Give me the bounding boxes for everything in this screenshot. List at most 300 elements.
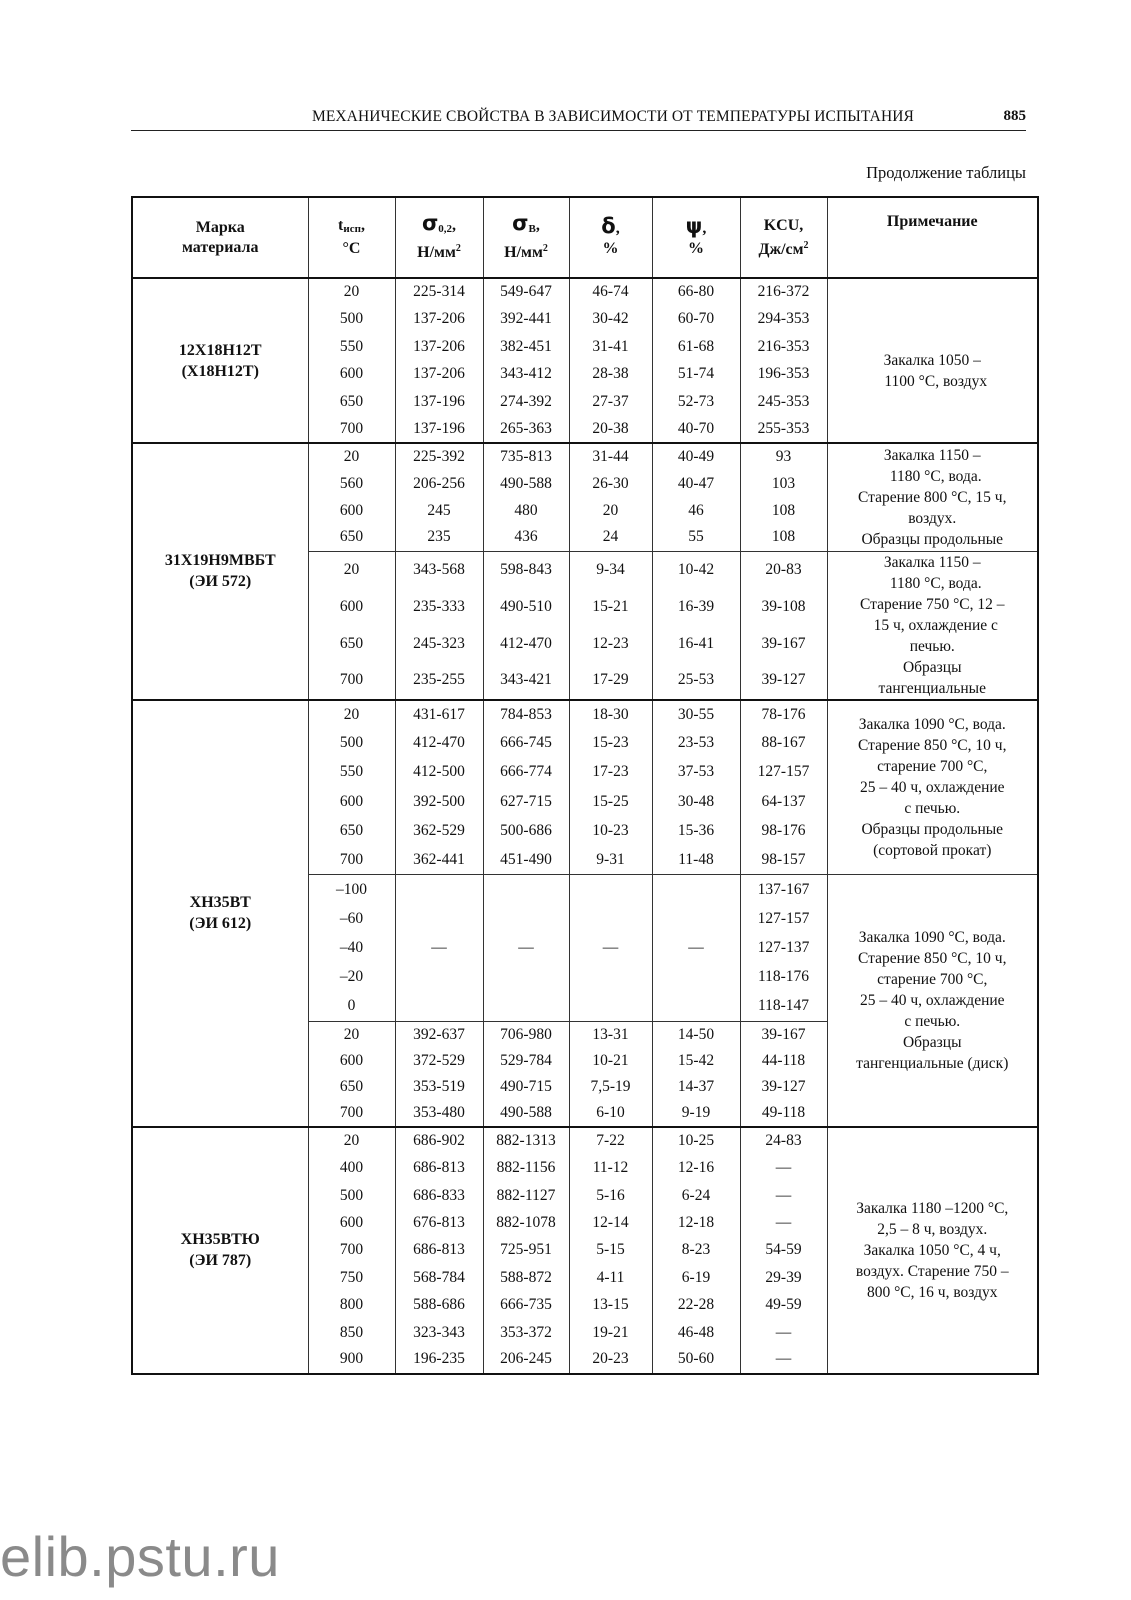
note-line: Закалка 1150 – <box>883 446 981 464</box>
cell-impact: 294-353 <box>740 306 827 334</box>
cell-impact: 49-118 <box>740 1101 827 1128</box>
cell-temperature: 600 <box>308 361 395 389</box>
cell-yield-strength: 137-196 <box>395 416 483 444</box>
cell-yield-strength: 196-235 <box>395 1346 483 1373</box>
delta-unit: % <box>602 240 619 257</box>
material-name-line: ХН35ВТ <box>189 894 251 912</box>
cell-temperature: 20 <box>308 551 395 588</box>
cell-reduction: 9-19 <box>652 1101 740 1128</box>
cell-yield-strength: 676-813 <box>395 1209 483 1236</box>
cell-elongation: 15-25 <box>569 787 652 816</box>
cell-temperature: 550 <box>308 758 395 787</box>
cell-temperature: 0 <box>308 992 395 1021</box>
col-material-header <box>132 197 308 278</box>
cell-reduction: 25-53 <box>652 662 740 699</box>
cell-tensile-strength: 392-441 <box>483 306 569 334</box>
cell-yield-strength: 392-500 <box>395 787 483 816</box>
cell-tensile-strength: 725-951 <box>483 1237 569 1264</box>
cell-impact: 24-83 <box>740 1127 827 1154</box>
cell-impact: 39-167 <box>740 625 827 662</box>
cell-elongation: 13-31 <box>569 1021 652 1048</box>
cell-yield-strength: 392-637 <box>395 1021 483 1048</box>
cell-reduction: 40-47 <box>652 470 740 497</box>
cell-reduction: 23-53 <box>652 729 740 758</box>
cell-temperature: 650 <box>308 816 395 845</box>
cell-impact: 64-137 <box>740 787 827 816</box>
material-name-line: 31Х19Н9МВБТ <box>164 552 276 570</box>
cell-tensile-strength: 666-774 <box>483 758 569 787</box>
cell-impact: 98-176 <box>740 816 827 845</box>
cell-reduction-dash: — <box>652 875 740 1021</box>
cell-tensile-strength: 529-784 <box>483 1048 569 1075</box>
cell-reduction: 15-36 <box>652 816 740 845</box>
cell-elongation: 6-10 <box>569 1101 652 1128</box>
cell-reduction: 30-48 <box>652 787 740 816</box>
note-line: воздух. Старение 750 – <box>855 1262 1009 1280</box>
cell-yield-strength: 235-333 <box>395 588 483 625</box>
table-row <box>132 443 1038 470</box>
cell-temperature: –40 <box>308 933 395 962</box>
cell-temperature: 20 <box>308 700 395 729</box>
cell-impact: 245-353 <box>740 388 827 416</box>
cell-elongation: 27-37 <box>569 388 652 416</box>
cell-impact: 39-127 <box>740 662 827 699</box>
s02-subscript: 0,2 <box>438 222 453 235</box>
cell-temperature: 20 <box>308 443 395 470</box>
cell-elongation: 26-30 <box>569 470 652 497</box>
cell-elongation: 28-38 <box>569 361 652 389</box>
note-line: с печью. <box>904 799 961 817</box>
cell-elongation: 4-11 <box>569 1264 652 1291</box>
cell-tensile-strength: 735-813 <box>483 443 569 470</box>
cell-temperature: 550 <box>308 333 395 361</box>
note-line: Старение 850 °C, 10 ч, <box>858 736 1007 754</box>
cell-impact: 39-108 <box>740 588 827 625</box>
col-temperature-header <box>308 197 395 278</box>
note-line: Образцы <box>902 658 962 676</box>
s02-suffix: , <box>452 216 457 234</box>
cell-temperature: 20 <box>308 1021 395 1048</box>
material-name-line: ХН35ВТЮ <box>180 1231 260 1249</box>
cell-elongation: 24 <box>569 524 652 551</box>
cell-impact: — <box>740 1155 827 1182</box>
cell-elongation: 17-29 <box>569 662 652 699</box>
cell-impact: 54-59 <box>740 1237 827 1264</box>
properties-table <box>131 196 1039 1375</box>
cell-temperature: –100 <box>308 875 395 904</box>
cell-tensile-strength: 490-588 <box>483 470 569 497</box>
cell-tensile-strength: 490-588 <box>483 1101 569 1128</box>
cell-temperature: 700 <box>308 1101 395 1128</box>
cell-yield-strength: 686-813 <box>395 1237 483 1264</box>
cell-elongation: 12-23 <box>569 625 652 662</box>
cell-yield-strength: 137-206 <box>395 333 483 361</box>
cell-yield-strength: 343-568 <box>395 551 483 588</box>
cell-impact: 39-127 <box>740 1074 827 1101</box>
cell-yield-strength: 225-392 <box>395 443 483 470</box>
cell-tensile-strength: 549-647 <box>483 278 569 306</box>
cell-temperature: 560 <box>308 470 395 497</box>
note-line: воздух. <box>908 509 957 527</box>
cell-reduction: 6-24 <box>652 1182 740 1209</box>
cell-elongation: 11-12 <box>569 1155 652 1182</box>
cell-temperature: 800 <box>308 1291 395 1318</box>
psi-suffix: , <box>702 220 707 237</box>
cell-impact: 216-353 <box>740 333 827 361</box>
cell-reduction: 10-25 <box>652 1127 740 1154</box>
cell-impact: 216-372 <box>740 278 827 306</box>
cell-elongation: 19-21 <box>569 1319 652 1346</box>
material-name-line: (ЭИ 572) <box>189 573 252 591</box>
cell-temperature: 700 <box>308 1237 395 1264</box>
cell-tensile-strength: 490-715 <box>483 1074 569 1101</box>
cell-elongation: 5-16 <box>569 1182 652 1209</box>
material-name-line: 12Х18Н12Т <box>178 341 262 359</box>
note-line: Старение 850 °C, 10 ч, <box>858 950 1007 968</box>
cell-reduction: 50-60 <box>652 1346 740 1373</box>
s02-unit-sup: 2 <box>455 242 461 254</box>
table-row <box>132 700 1038 729</box>
cell-reduction: 6-19 <box>652 1264 740 1291</box>
sv-subscript: В <box>528 222 536 235</box>
running-header-title: МЕХАНИЧЕСКИЕ СВОЙСТВА В ЗАВИСИМОСТИ ОТ ТЕМПЕРАТУРЫ ИСПЫТАНИЯ <box>311 108 914 125</box>
cell-temperature: 650 <box>308 524 395 551</box>
cell-impact: 29-39 <box>740 1264 827 1291</box>
delta-symbol: δ <box>601 214 616 238</box>
note-line: Старение 800 °C, 15 ч, <box>858 488 1007 506</box>
cell-elongation: 12-14 <box>569 1209 652 1236</box>
cell-reduction: 61-68 <box>652 333 740 361</box>
material-cell <box>132 278 308 443</box>
cell-reduction: 11-48 <box>652 845 740 874</box>
cell-impact: — <box>740 1319 827 1346</box>
cell-reduction: 30-55 <box>652 700 740 729</box>
cell-reduction: 8-23 <box>652 1237 740 1264</box>
cell-tensile-strength-dash: — <box>483 875 569 1021</box>
note-line: с печью. <box>904 1013 961 1031</box>
note-cell <box>827 278 1038 443</box>
cell-temperature: 650 <box>308 1074 395 1101</box>
col-material-label-1: Марка <box>195 218 245 236</box>
cell-tensile-strength: 666-735 <box>483 1291 569 1318</box>
cell-tensile-strength: 706-980 <box>483 1021 569 1048</box>
cell-impact: 118-176 <box>740 963 827 992</box>
material-cell <box>132 700 308 1128</box>
cell-tensile-strength: 412-470 <box>483 625 569 662</box>
col-reduction-header <box>652 197 740 278</box>
cell-yield-strength: 225-314 <box>395 278 483 306</box>
material-name-line: (ЭИ 787) <box>189 1252 252 1270</box>
psi-unit: % <box>688 240 704 257</box>
cell-temperature: 400 <box>308 1155 395 1182</box>
sv-suffix: , <box>535 216 540 234</box>
cell-elongation: 15-23 <box>569 729 652 758</box>
cell-temperature: –20 <box>308 963 395 992</box>
cell-yield-strength: 137-206 <box>395 361 483 389</box>
cell-yield-strength: 686-813 <box>395 1155 483 1182</box>
note-line: Закалка 1180 –1200 °C, <box>856 1199 1009 1217</box>
cell-yield-strength: 588-686 <box>395 1291 483 1318</box>
cell-temperature: 700 <box>308 662 395 699</box>
cell-tensile-strength: 784-853 <box>483 700 569 729</box>
cell-impact: 98-157 <box>740 845 827 874</box>
cell-yield-strength: 412-470 <box>395 729 483 758</box>
cell-reduction: 51-74 <box>652 361 740 389</box>
cell-reduction: 55 <box>652 524 740 551</box>
cell-tensile-strength: 882-1078 <box>483 1209 569 1236</box>
cell-elongation: 9-31 <box>569 845 652 874</box>
cell-impact: 196-353 <box>740 361 827 389</box>
cell-reduction: 10-42 <box>652 551 740 588</box>
table-row <box>132 1127 1038 1154</box>
note-line: Старение 750 °C, 12 – <box>860 595 1005 613</box>
cell-temperature: 600 <box>308 787 395 816</box>
sigma-symbol: σ <box>512 210 529 235</box>
temp-suffix: , <box>360 217 365 234</box>
cell-elongation: 7,5-19 <box>569 1074 652 1101</box>
cell-tensile-strength: 666-745 <box>483 729 569 758</box>
note-line: печью. <box>909 637 955 655</box>
kcu-unit-sup: 2 <box>803 239 809 251</box>
cell-elongation: 17-23 <box>569 758 652 787</box>
table-row <box>132 278 1038 306</box>
cell-elongation: 30-42 <box>569 306 652 334</box>
note-line: 2,5 – 8 ч, воздух. <box>877 1220 988 1238</box>
note-cell <box>827 551 1038 700</box>
cell-tensile-strength: 206-245 <box>483 1346 569 1373</box>
cell-temperature: 600 <box>308 497 395 524</box>
note-line: Закалка 1050 – <box>883 351 981 369</box>
note-line: 1100 °C, воздух <box>884 372 988 390</box>
cell-temperature: 20 <box>308 278 395 306</box>
cell-temperature: 500 <box>308 306 395 334</box>
cell-yield-strength: 686-902 <box>395 1127 483 1154</box>
cell-tensile-strength: 882-1127 <box>483 1182 569 1209</box>
note-cell <box>827 1127 1038 1374</box>
table-body <box>132 278 1038 1374</box>
cell-tensile-strength: 265-363 <box>483 416 569 444</box>
s02-unit: Н/мм <box>417 243 456 261</box>
cell-tensile-strength: 343-421 <box>483 662 569 699</box>
cell-impact: 127-157 <box>740 904 827 933</box>
cell-tensile-strength: 353-372 <box>483 1319 569 1346</box>
cell-yield-strength: 353-519 <box>395 1074 483 1101</box>
sigma-symbol: σ <box>421 210 439 235</box>
cell-yield-strength: 412-500 <box>395 758 483 787</box>
cell-temperature: 700 <box>308 845 395 874</box>
cell-impact: 108 <box>740 524 827 551</box>
cell-elongation: 18-30 <box>569 700 652 729</box>
cell-tensile-strength: 882-1156 <box>483 1155 569 1182</box>
cell-yield-strength: 372-529 <box>395 1048 483 1075</box>
cell-impact: 127-157 <box>740 758 827 787</box>
cell-reduction: 16-41 <box>652 625 740 662</box>
cell-reduction: 14-37 <box>652 1074 740 1101</box>
temp-symbol: t <box>338 217 344 234</box>
cell-tensile-strength: 490-510 <box>483 588 569 625</box>
cell-reduction: 46 <box>652 497 740 524</box>
cell-reduction: 22-28 <box>652 1291 740 1318</box>
cell-temperature: 650 <box>308 388 395 416</box>
cell-temperature: 600 <box>308 588 395 625</box>
cell-yield-strength: 206-256 <box>395 470 483 497</box>
col-material-label-2: материала <box>181 238 259 256</box>
cell-impact: 49-59 <box>740 1291 827 1318</box>
cell-impact: 88-167 <box>740 729 827 758</box>
running-header <box>131 104 1026 131</box>
cell-elongation: 9-34 <box>569 551 652 588</box>
cell-reduction: 15-42 <box>652 1048 740 1075</box>
cell-elongation: 31-44 <box>569 443 652 470</box>
cell-impact: 93 <box>740 443 827 470</box>
material-name-line: (Х18Н12Т) <box>181 362 259 380</box>
cell-elongation: 10-23 <box>569 816 652 845</box>
cell-impact: 127-137 <box>740 933 827 962</box>
cell-reduction: 46-48 <box>652 1319 740 1346</box>
cell-reduction: 12-16 <box>652 1155 740 1182</box>
note-line: старение 700 °C, <box>877 757 988 775</box>
note-line: 25 – 40 ч, охлаждение <box>859 992 1005 1010</box>
cell-temperature: 750 <box>308 1264 395 1291</box>
cell-yield-strength: 323-343 <box>395 1319 483 1346</box>
cell-tensile-strength: 627-715 <box>483 787 569 816</box>
cell-elongation-dash: — <box>569 875 652 1021</box>
cell-impact: — <box>740 1182 827 1209</box>
cell-reduction: 16-39 <box>652 588 740 625</box>
note-cell <box>827 700 1038 875</box>
cell-elongation: 20-38 <box>569 416 652 444</box>
note-line: Закалка 1050 °C, 4 ч, <box>863 1241 1001 1259</box>
note-line: 1180 °C, вода. <box>889 467 982 485</box>
note-line: Образцы продольные <box>861 820 1004 838</box>
table-continued-label: Продолжение таблицы <box>866 163 1026 182</box>
cell-impact: 78-176 <box>740 700 827 729</box>
cell-elongation: 15-21 <box>569 588 652 625</box>
cell-tensile-strength: 588-872 <box>483 1264 569 1291</box>
cell-reduction: 66-80 <box>652 278 740 306</box>
note-line: Образцы продольные <box>861 530 1004 548</box>
cell-elongation: 13-15 <box>569 1291 652 1318</box>
col-yield-strength-header <box>395 197 483 278</box>
cell-impact: 39-167 <box>740 1021 827 1048</box>
cell-temperature: 600 <box>308 1209 395 1236</box>
note-line: 1180 °C, вода. <box>889 574 982 592</box>
cell-tensile-strength: 451-490 <box>483 845 569 874</box>
cell-tensile-strength: 882-1313 <box>483 1127 569 1154</box>
cell-reduction: 40-70 <box>652 416 740 444</box>
note-line: 15 ч, охлаждение с <box>873 616 998 634</box>
note-line: Закалка 1150 – <box>883 553 981 571</box>
material-name-line: (ЭИ 612) <box>189 915 252 933</box>
col-note-header: Примечание <box>827 197 1038 278</box>
cell-temperature: 650 <box>308 625 395 662</box>
cell-tensile-strength: 343-412 <box>483 361 569 389</box>
cell-impact: 255-353 <box>740 416 827 444</box>
cell-impact: 137-167 <box>740 875 827 904</box>
cell-temperature: 500 <box>308 729 395 758</box>
cell-elongation: 5-15 <box>569 1237 652 1264</box>
cell-yield-strength: 245 <box>395 497 483 524</box>
cell-tensile-strength: 598-843 <box>483 551 569 588</box>
cell-reduction: 12-18 <box>652 1209 740 1236</box>
cell-temperature: 20 <box>308 1127 395 1154</box>
cell-reduction: 40-49 <box>652 443 740 470</box>
cell-yield-strength: 568-784 <box>395 1264 483 1291</box>
cell-yield-strength: 137-196 <box>395 388 483 416</box>
cell-temperature: –60 <box>308 904 395 933</box>
cell-elongation: 31-41 <box>569 333 652 361</box>
cell-impact: 44-118 <box>740 1048 827 1075</box>
sv-unit-sup: 2 <box>542 242 548 254</box>
col-impact-header <box>740 197 827 278</box>
cell-tensile-strength: 382-451 <box>483 333 569 361</box>
cell-temperature: 500 <box>308 1182 395 1209</box>
material-cell <box>132 443 308 700</box>
temp-unit: °C <box>342 240 361 257</box>
cell-yield-strength: 235-255 <box>395 662 483 699</box>
cell-elongation: 20-23 <box>569 1346 652 1373</box>
cell-impact: 108 <box>740 497 827 524</box>
delta-suffix: , <box>615 220 620 237</box>
material-cell <box>132 1127 308 1374</box>
cell-elongation: 20 <box>569 497 652 524</box>
cell-tensile-strength: 500-686 <box>483 816 569 845</box>
note-line: Закалка 1090 °C, вода. <box>858 929 1006 947</box>
cell-tensile-strength: 274-392 <box>483 388 569 416</box>
kcu-unit: Дж/см <box>758 240 804 258</box>
cell-reduction: 14-50 <box>652 1021 740 1048</box>
note-line: тангенциальные <box>878 679 986 697</box>
cell-temperature: 600 <box>308 1048 395 1075</box>
cell-yield-strength: 431-617 <box>395 700 483 729</box>
cell-impact: — <box>740 1346 827 1373</box>
sv-unit: Н/мм <box>504 243 543 261</box>
cell-reduction: 52-73 <box>652 388 740 416</box>
cell-temperature: 850 <box>308 1319 395 1346</box>
cell-reduction: 37-53 <box>652 758 740 787</box>
cell-tensile-strength: 480 <box>483 497 569 524</box>
kcu-label: KCU, <box>763 216 804 234</box>
cell-elongation: 46-74 <box>569 278 652 306</box>
note-cell <box>827 875 1038 1127</box>
cell-impact: 20-83 <box>740 551 827 588</box>
psi-symbol: ψ <box>685 214 703 238</box>
col-tensile-strength-header <box>483 197 569 278</box>
watermark: elib.pstu.ru <box>0 1525 280 1588</box>
cell-elongation: 7-22 <box>569 1127 652 1154</box>
cell-impact: — <box>740 1209 827 1236</box>
cell-yield-strength: 362-441 <box>395 845 483 874</box>
note-line: 25 – 40 ч, охлаждение <box>859 778 1005 796</box>
table-header-row <box>132 197 1038 278</box>
cell-yield-strength: 686-833 <box>395 1182 483 1209</box>
cell-temperature: 700 <box>308 416 395 444</box>
cell-tensile-strength: 436 <box>483 524 569 551</box>
note-line: Закалка 1090 °C, вода. <box>858 715 1006 733</box>
page-number: 885 <box>1003 108 1026 124</box>
cell-elongation: 10-21 <box>569 1048 652 1075</box>
col-elongation-header <box>569 197 652 278</box>
note-line: Образцы <box>902 1034 962 1052</box>
note-line: (сортовой прокат) <box>873 841 992 859</box>
note-cell <box>827 443 1038 551</box>
note-line: 800 °C, 16 ч, воздух <box>866 1283 998 1301</box>
cell-yield-strength: 235 <box>395 524 483 551</box>
cell-yield-strength: 245-323 <box>395 625 483 662</box>
cell-yield-strength: 353-480 <box>395 1101 483 1128</box>
cell-reduction: 60-70 <box>652 306 740 334</box>
note-line: тангенциальные (диск) <box>856 1055 1009 1073</box>
